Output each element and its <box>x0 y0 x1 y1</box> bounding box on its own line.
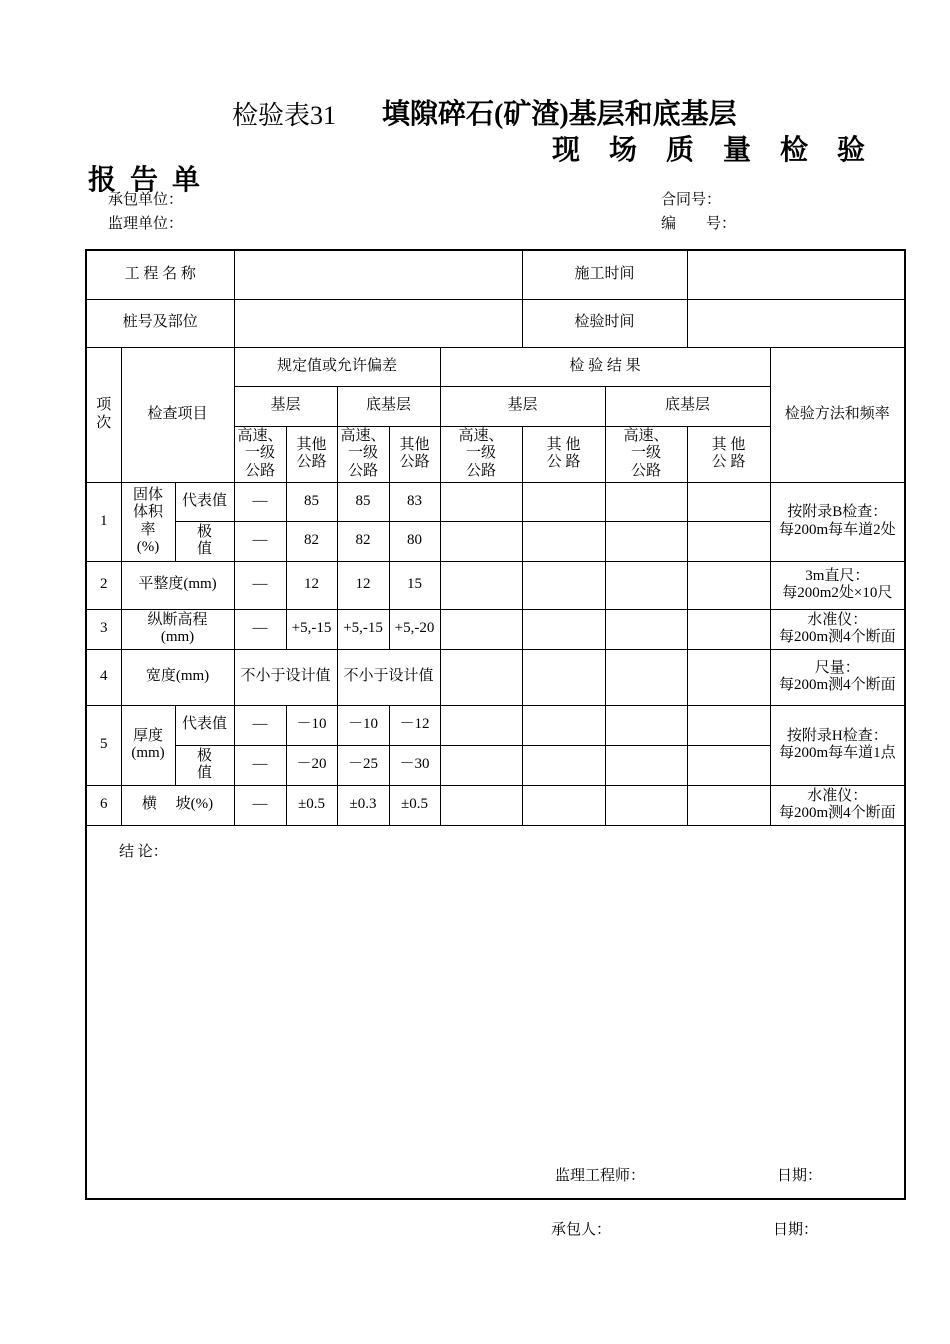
form-title-tail: 报告单 <box>88 165 215 196</box>
form-number: 检验表31 <box>232 101 337 130</box>
result-cell[interactable] <box>440 649 522 705</box>
spec-value: －10 <box>286 705 337 745</box>
engineer-date-label: 日期： <box>777 1167 823 1184</box>
result-cell[interactable] <box>522 705 605 745</box>
result-cell[interactable] <box>605 482 687 521</box>
spec-value: 不小于设计值 <box>234 649 337 705</box>
result-cell[interactable] <box>605 609 687 649</box>
spec-value: +5,-15 <box>286 609 337 649</box>
result-cell[interactable] <box>605 705 687 745</box>
spec-value: — <box>234 482 286 521</box>
inspection-time-value[interactable] <box>687 299 905 347</box>
row-item: 平整度(mm) <box>121 561 234 609</box>
row-subitem: 代表值 <box>175 482 234 521</box>
result-base-header: 基层 <box>440 386 605 426</box>
result-subbase-highway: 高速、 一级 公路 <box>605 426 687 482</box>
row-no: 6 <box>86 785 121 825</box>
spec-value: 15 <box>389 561 440 609</box>
table-row <box>86 561 905 609</box>
row-method: 按附录B检查： 每200m每车道2处 <box>770 482 905 561</box>
result-cell[interactable] <box>522 649 605 705</box>
spec-value: ±0.3 <box>337 785 389 825</box>
method-header: 检验方法和频率 <box>770 347 905 482</box>
number-label: 编 号： <box>661 216 737 232</box>
result-cell[interactable] <box>522 482 605 521</box>
row-no: 4 <box>86 649 121 705</box>
result-cell[interactable] <box>440 745 522 785</box>
result-cell[interactable] <box>687 785 770 825</box>
result-cell[interactable] <box>522 745 605 785</box>
result-subbase-other: 其 他 公 路 <box>687 426 770 482</box>
result-cell[interactable] <box>440 785 522 825</box>
result-cell[interactable] <box>687 561 770 609</box>
row-subitem: 代表值 <box>175 705 234 745</box>
result-cell[interactable] <box>605 785 687 825</box>
station-part-value[interactable] <box>234 299 522 347</box>
spec-value: — <box>234 745 286 785</box>
contractor-signature-label: 承包人： <box>551 1222 612 1238</box>
result-cell[interactable] <box>522 561 605 609</box>
row-method: 尺量： 每200m测4个断面 <box>770 649 905 705</box>
spec-value: 85 <box>337 482 389 521</box>
result-subbase-header: 底基层 <box>605 386 770 426</box>
result-base-highway: 高速、 一级 公路 <box>440 426 522 482</box>
spec-value: — <box>234 785 286 825</box>
inspection-time-label: 检验时间 <box>522 299 687 347</box>
spec-value: －30 <box>389 745 440 785</box>
row-no: 2 <box>86 561 121 609</box>
row-method: 3m直尺： 每200m2处×10尺 <box>770 561 905 609</box>
construction-time-label: 施工时间 <box>522 250 687 299</box>
item-no-header: 项 次 <box>86 347 121 482</box>
spec-base-other: 其他 公路 <box>286 426 337 482</box>
spec-value: 12 <box>337 561 389 609</box>
row-item: 宽度(mm) <box>121 649 234 705</box>
form-title: 填隙碎石(矿渣)基层和底基层 <box>382 99 737 130</box>
contractor-label: 承包单位： <box>108 192 184 208</box>
table-row <box>86 482 905 521</box>
spec-base-header: 基层 <box>234 386 337 426</box>
project-name-value[interactable] <box>234 250 522 299</box>
spec-subbase-header: 底基层 <box>337 386 440 426</box>
form-subtitle: 现 场 质 量 检 验 <box>552 135 868 166</box>
spec-header: 规定值或允许偏差 <box>234 347 440 386</box>
result-cell[interactable] <box>605 745 687 785</box>
result-cell[interactable] <box>687 705 770 745</box>
result-cell[interactable] <box>605 649 687 705</box>
conclusion-cell[interactable] <box>86 825 905 1199</box>
contractor-date-label: 日期： <box>773 1222 819 1238</box>
engineer-signature-label: 监理工程师： <box>555 1167 646 1184</box>
row-item: 厚度 (mm) <box>121 705 175 785</box>
row-item: 纵断高程 (mm) <box>121 609 234 649</box>
spec-value: －12 <box>389 705 440 745</box>
spec-value: — <box>234 705 286 745</box>
spec-value: 80 <box>389 521 440 561</box>
result-base-other: 其 他 公 路 <box>522 426 605 482</box>
row-method: 水准仪： 每200m测4个断面 <box>770 609 905 649</box>
result-cell[interactable] <box>605 521 687 561</box>
row-subitem: 极 值 <box>175 745 234 785</box>
project-name-label: 工 程 名 称 <box>86 250 234 299</box>
spec-value: 83 <box>389 482 440 521</box>
spec-value: +5,-20 <box>389 609 440 649</box>
row-no: 3 <box>86 609 121 649</box>
spec-subbase-highway: 高速、 一级 公路 <box>337 426 389 482</box>
table-row <box>86 785 905 825</box>
contract-no-label: 合同号： <box>661 192 722 208</box>
table-row <box>86 649 905 705</box>
result-cell[interactable] <box>687 521 770 561</box>
inspection-table <box>85 249 906 1200</box>
construction-time-value[interactable] <box>687 250 905 299</box>
result-header: 检 验 结 果 <box>440 347 770 386</box>
result-cell[interactable] <box>687 649 770 705</box>
row-item: 固体 体积 率 (%) <box>121 482 175 561</box>
spec-value: －25 <box>337 745 389 785</box>
result-cell[interactable] <box>440 609 522 649</box>
station-part-label: 桩号及部位 <box>86 299 234 347</box>
spec-value: 82 <box>286 521 337 561</box>
result-cell[interactable] <box>687 609 770 649</box>
spec-value: — <box>234 561 286 609</box>
result-cell[interactable] <box>440 521 522 561</box>
row-no: 5 <box>86 705 121 785</box>
spec-base-highway: 高速、 一级 公路 <box>234 426 286 482</box>
result-cell[interactable] <box>522 785 605 825</box>
spec-value: 不小于设计值 <box>337 649 440 705</box>
row-method: 按附录H检查： 每200m每车道1点 <box>770 705 905 785</box>
spec-value: — <box>234 609 286 649</box>
row-no: 1 <box>86 482 121 561</box>
check-item-header: 检查项目 <box>121 347 234 482</box>
spec-subbase-other: 其他 公路 <box>389 426 440 482</box>
result-cell[interactable] <box>440 482 522 521</box>
spec-value: +5,-15 <box>337 609 389 649</box>
result-cell[interactable] <box>522 609 605 649</box>
table-row <box>86 609 905 649</box>
spec-value: －20 <box>286 745 337 785</box>
spec-value: ±0.5 <box>286 785 337 825</box>
table-row <box>86 705 905 745</box>
result-cell[interactable] <box>440 705 522 745</box>
row-subitem: 极 值 <box>175 521 234 561</box>
spec-value: 12 <box>286 561 337 609</box>
spec-value: 85 <box>286 482 337 521</box>
result-cell[interactable] <box>605 561 687 609</box>
result-cell[interactable] <box>440 561 522 609</box>
spec-value: －10 <box>337 705 389 745</box>
row-item: 横 坡(%) <box>121 785 234 825</box>
result-cell[interactable] <box>687 745 770 785</box>
spec-value: 82 <box>337 521 389 561</box>
spec-value: — <box>234 521 286 561</box>
supervisor-label: 监理单位： <box>108 216 184 232</box>
result-cell[interactable] <box>687 482 770 521</box>
row-method: 水准仪： 每200m测4个断面 <box>770 785 905 825</box>
result-cell[interactable] <box>522 521 605 561</box>
spec-value: ±0.5 <box>389 785 440 825</box>
conclusion-label: 结 论： <box>119 843 168 860</box>
